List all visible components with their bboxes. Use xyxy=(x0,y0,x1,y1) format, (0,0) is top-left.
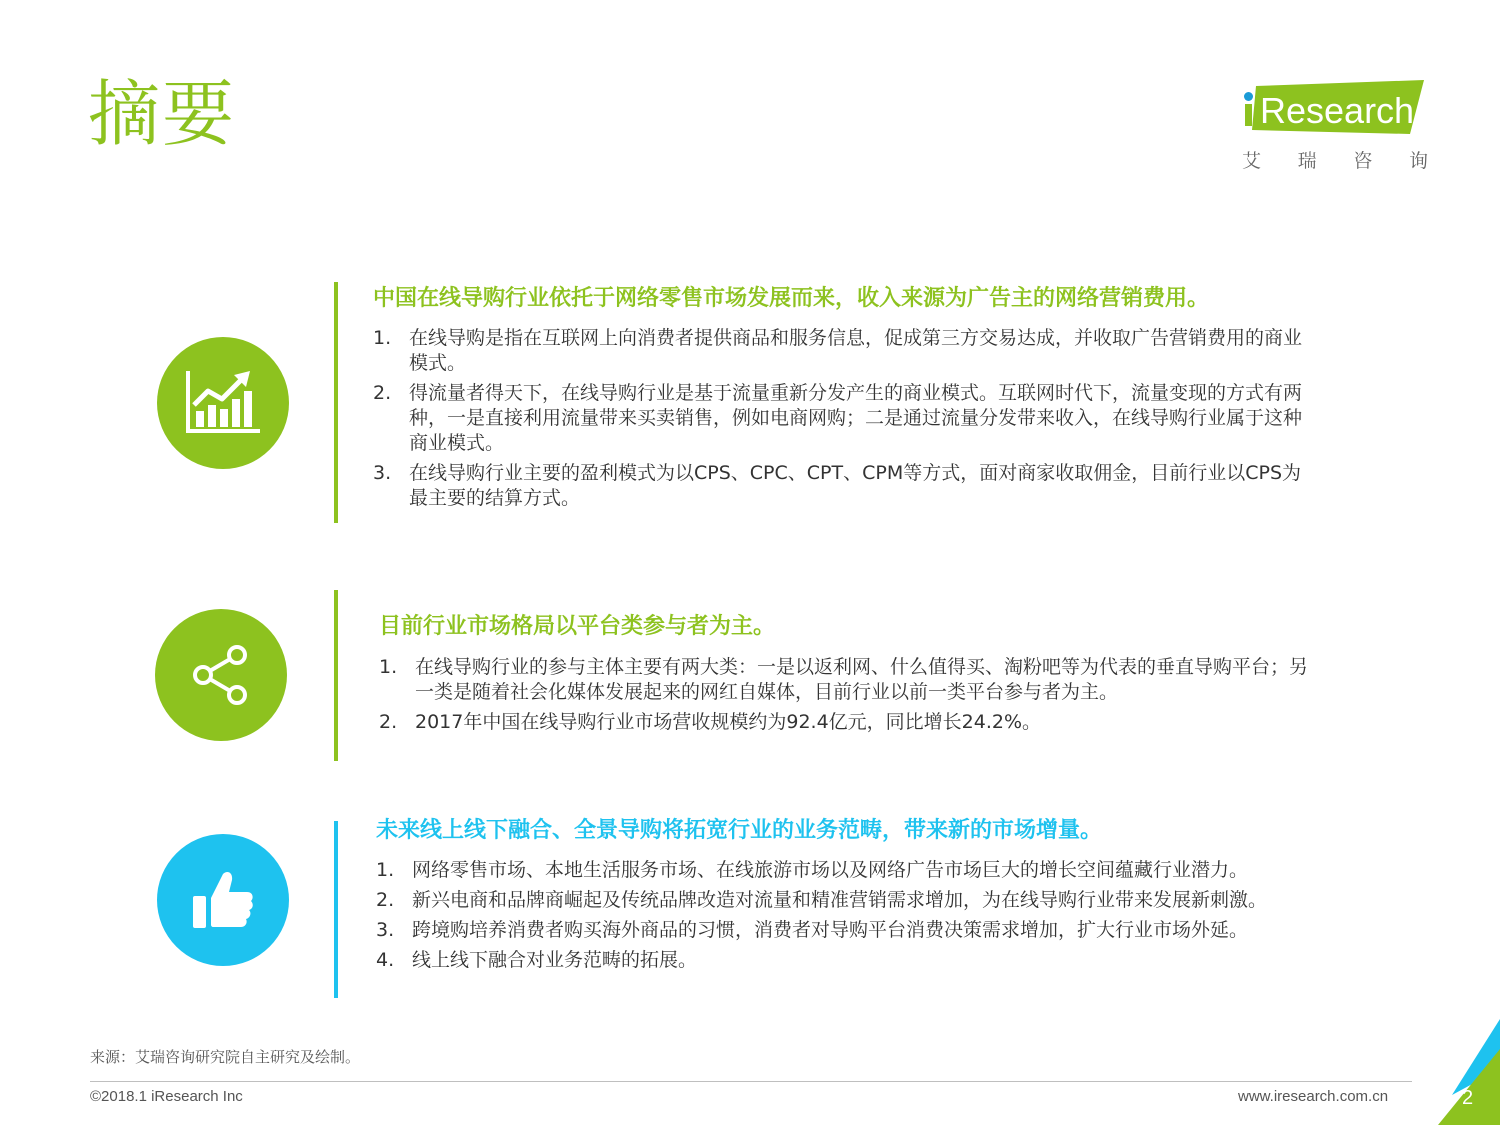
footer-divider xyxy=(90,1081,1412,1082)
source-note: 来源：艾瑞咨询研究院自主研究及绘制。 xyxy=(90,1048,361,1066)
section-icon-circle xyxy=(155,609,287,741)
section-heading: 中国在线导购行业依托于网络零售市场发展而来，收入来源为广告主的网络营销费用。 xyxy=(373,286,1210,311)
logo-i-dot xyxy=(1244,92,1253,101)
list-item-text: 网络零售市场、本地生活服务市场、在线旅游市场以及网络广告市场巨大的增长空间蕴藏行业潜力。 xyxy=(412,859,1249,881)
logo-wordmark: Research xyxy=(1260,90,1415,131)
list-item-number: 3. xyxy=(373,462,392,484)
list-item-number: 2. xyxy=(376,889,395,911)
section-divider-line xyxy=(334,282,338,523)
section-divider-line xyxy=(334,821,338,998)
section-heading: 目前行业市场格局以平台类参与者为主。 xyxy=(379,614,776,639)
list-item-number: 3. xyxy=(376,919,395,941)
section-heading: 未来线上线下融合、全景导购将拓宽行业的业务范畴，带来新的市场增量。 xyxy=(376,818,1103,843)
list-item-number: 1. xyxy=(379,656,398,678)
page-title: 摘要 xyxy=(88,72,237,156)
logo-cn-char: 询 xyxy=(1408,150,1428,172)
list-item xyxy=(379,710,1314,735)
section-icon-circle xyxy=(157,337,289,469)
logo-chinese-name xyxy=(1242,146,1428,173)
list-item-number: 4. xyxy=(376,949,395,971)
share-icon xyxy=(191,644,251,706)
section-list xyxy=(373,326,1308,516)
copyright-text: ©2018.1 iResearch Inc xyxy=(90,1088,243,1105)
list-item xyxy=(376,858,1326,883)
list-item-text: 在线导购行业主要的盈利模式为以CPS、CPC、CPT、CPM等方式，面对商家收取佣金，目前行业以CPS为最主要的结算方式。 xyxy=(409,462,1302,509)
logo-cn-char: 咨 xyxy=(1353,150,1373,172)
list-item-text: 得流量者得天下，在线导购行业是基于流量重新分发产生的商业模式。互联网时代下，流量变现的方式有两种，一是直接利用流量带来买卖销售，例如电商网购；二是通过流量分发带来收入，在线导购行业属于这种商业模式。 xyxy=(409,382,1303,454)
list-item xyxy=(376,888,1326,913)
list-item-number: 2. xyxy=(373,382,392,404)
list-item-text: 在线导购是指在互联网上向消费者提供商品和服务信息，促成第三方交易达成，并收取广告营销费用的商业模式。 xyxy=(409,327,1303,374)
website-url: www.iresearch.com.cn xyxy=(1238,1088,1389,1105)
logo-cn-char: 瑞 xyxy=(1297,150,1317,172)
section-list xyxy=(376,858,1326,978)
list-item xyxy=(376,918,1326,943)
list-item-text: 2017年中国在线导购行业市场营收规模约为92.4亿元，同比增长24.2%。 xyxy=(415,711,1042,733)
section-divider-line xyxy=(334,590,338,761)
list-item-text: 跨境购培养消费者购买海外商品的习惯，消费者对导购平台消费决策需求增加，扩大行业市场外延。 xyxy=(412,919,1249,941)
iresearch-logo xyxy=(1238,78,1428,174)
section-icon-circle xyxy=(157,834,289,966)
page-number: 2 xyxy=(1462,1087,1474,1109)
rising-chart-icon xyxy=(186,371,260,435)
logo-i-stem xyxy=(1245,104,1252,126)
list-item-text: 新兴电商和品牌商崛起及传统品牌改造对流量和精准营销需求增加，为在线导购行业带来发展新刺激。 xyxy=(412,889,1268,911)
list-item xyxy=(373,381,1308,456)
list-item-text: 在线导购行业的参与主体主要有两大类：一是以返利网、什么值得买、淘粉吧等为代表的垂直导购平台；另一类是随着社会化媒体发展起来的网红自媒体，目前行业以前一类平台参与者为主。 xyxy=(415,656,1309,703)
logo-cn-char: 艾 xyxy=(1242,150,1262,172)
list-item xyxy=(373,326,1308,376)
list-item-number: 1. xyxy=(376,859,395,881)
list-item-text: 线上线下融合对业务范畴的拓展。 xyxy=(412,949,698,971)
list-item xyxy=(376,948,1326,973)
section-list xyxy=(379,655,1314,740)
list-item-number: 2. xyxy=(379,711,398,733)
list-item xyxy=(379,655,1314,705)
list-item-number: 1. xyxy=(373,327,392,349)
thumbs-up-icon xyxy=(191,868,255,932)
list-item xyxy=(373,461,1308,511)
